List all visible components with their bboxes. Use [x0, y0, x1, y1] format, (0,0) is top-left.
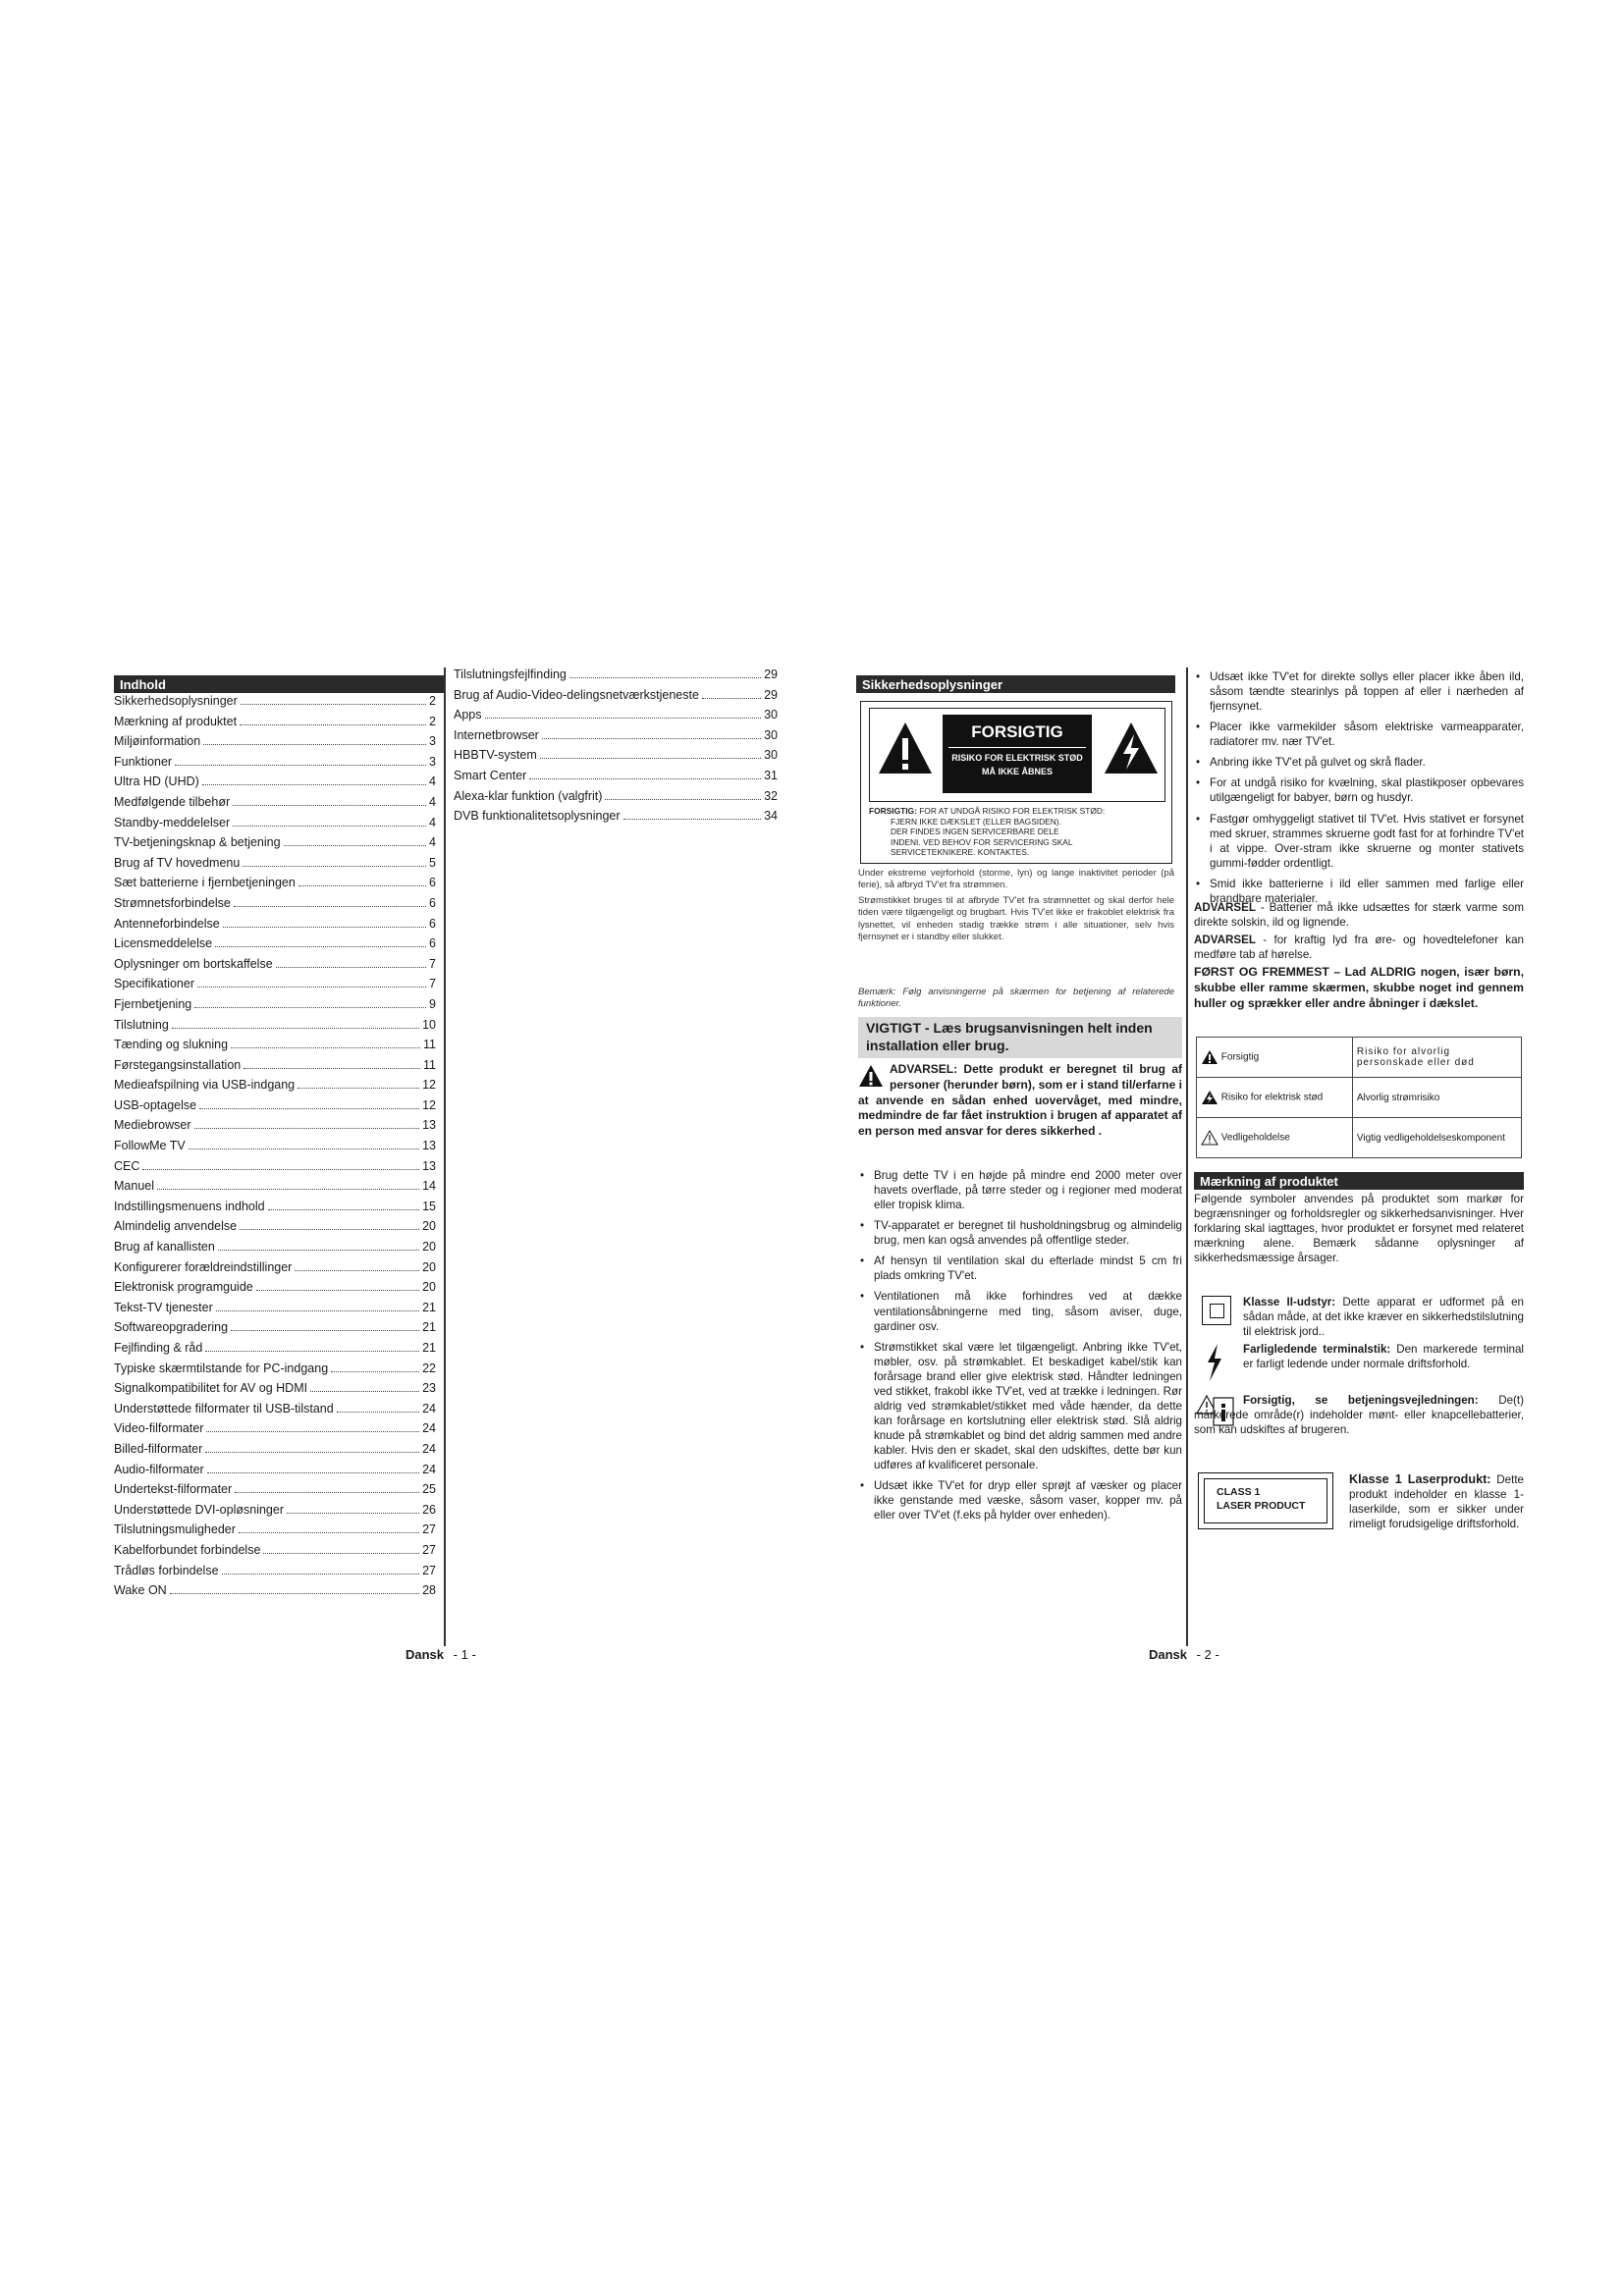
toc-leader-dots	[268, 1209, 420, 1210]
toc-title: Indhold	[114, 675, 444, 693]
page-footer-2	[1149, 1647, 1219, 1662]
toc-entry[interactable]	[114, 1301, 436, 1321]
list-item: • Anbring ikke TV'et på gulvet og skrå flader.	[1194, 755, 1524, 770]
toc-divider	[444, 667, 446, 1646]
toc-entry-page: 21	[422, 1320, 436, 1335]
toc-entry-page: 23	[422, 1381, 436, 1396]
caution-sub-2: MÅ IKKE ÅBNES	[981, 767, 1053, 776]
battery-warning-label: ADVARSEL	[1194, 901, 1256, 914]
toc-leader-dots	[310, 1391, 419, 1392]
symbol-desc-caution: Risiko for alvorlig personskade eller død	[1352, 1038, 1521, 1078]
caution-note-line: FJERN IKKE DÆKSLET (ELLER BAGSIDEN).	[891, 816, 1061, 827]
toc-entry-page: 27	[422, 1542, 436, 1557]
footer-page-number: - 2 -	[1196, 1647, 1219, 1662]
toc-entry[interactable]	[454, 809, 778, 829]
toc-entry-title: Specifikationer	[114, 977, 194, 991]
toc-entry-title: Mediebrowser	[114, 1118, 191, 1133]
sound-warning	[1194, 933, 1524, 962]
toc-entry[interactable]	[114, 896, 436, 917]
toc-leader-dots	[170, 1593, 419, 1594]
toc-entry[interactable]	[454, 667, 778, 688]
toc-leader-dots	[197, 987, 426, 988]
toc-leader-dots	[337, 1412, 419, 1413]
toc-entry-page: 26	[422, 1502, 436, 1517]
list-item: • Placer ikke varmekilder såsom elektriske varmeapparater, radiatorer mv. nær TV'et.	[1194, 720, 1524, 749]
toc-entry-title: Indstillingsmenuens indhold	[114, 1199, 265, 1213]
toc-leader-dots	[623, 819, 762, 820]
symbol-desc-shock: Alvorlig strømrisiko	[1352, 1078, 1521, 1118]
toc-entry-title: Sikkerhedsoplysninger	[114, 694, 238, 708]
marking-title: Mærkning af produktet	[1194, 1172, 1524, 1190]
caution-note-label: FORSIGTIG:	[869, 806, 917, 816]
first-warning: FØRST OG FREMMEST – Lad ALDRIG nogen, især børn, skubbe eller ramme skærmen, skubbe noget ind gennem huller og sprækker eller andre åbninger i dækslet.	[1194, 965, 1524, 1010]
battery-warning	[1194, 900, 1524, 930]
toc-entry[interactable]	[114, 1098, 436, 1119]
toc-entry-title: CEC	[114, 1158, 140, 1173]
toc-entry-page: 34	[764, 809, 778, 824]
toc-leader-dots	[529, 778, 761, 779]
toc-entry-title: Medieafspilning via USB-indgang	[114, 1078, 296, 1093]
warning-text: ADVARSEL: Dette produkt er beregnet til brug af personer (herunder børn), som er i stand til/erfarne i at anvende en sådan enhed uovervåget, med mindre, medmindre de far fået instruktion i brugen af apparatet af en person med ansvar for deres sikkerhed .	[858, 1062, 1182, 1139]
caution-heading: FORSIGTIG	[971, 722, 1063, 741]
toc-entry-title: Undertekst-filformater	[114, 1482, 233, 1497]
toc-entry[interactable]	[114, 774, 436, 795]
safety-bullets-left	[858, 1168, 1182, 1528]
toc-entry[interactable]	[114, 997, 436, 1018]
toc-entry-page: 4	[429, 794, 436, 809]
toc-leader-dots	[298, 1088, 419, 1089]
list-item: • For at undgå risiko for kvælning, skal plastikposer opbevares utilgængeligt for babyer, børn og husdyr.	[1194, 775, 1524, 805]
toc-entry[interactable]	[114, 1038, 436, 1058]
toc-entry-page: 2	[429, 694, 436, 708]
toc-leader-dots	[218, 1250, 419, 1251]
toc-leader-dots	[199, 1108, 419, 1109]
toc-leader-dots	[240, 1229, 419, 1230]
toc-entry-title: Strømnetsforbindelse	[114, 895, 231, 910]
toc-entry[interactable]	[114, 755, 436, 775]
warning-icon	[858, 1064, 884, 1088]
footer-language: Dansk	[1149, 1647, 1188, 1662]
toc-leader-dots	[194, 1128, 420, 1129]
toc-entry-title: Manuel	[114, 1179, 154, 1194]
class2-label: Klasse II-udstyr:	[1243, 1296, 1336, 1308]
toc-entry[interactable]	[114, 835, 436, 856]
toc-entry-title: Typiske skærmtilstande for PC-indgang	[114, 1361, 329, 1375]
toc-entry-page: 24	[422, 1441, 436, 1456]
manual-caution-desc: De(t) markerede område(r) indeholder mønt- eller knapcellebatterier, som kan udskiftes af brugeren.	[1194, 1394, 1524, 1437]
toc-entry-page: 6	[429, 936, 436, 951]
toc-entry-title: Funktioner	[114, 754, 173, 769]
laser-box-line-2: LASER PRODUCT	[1217, 1500, 1306, 1513]
toc-leader-dots	[702, 698, 761, 699]
safety-bullets-right	[1194, 669, 1524, 912]
toc-entry-title: Almindelig anvendelse	[114, 1219, 238, 1234]
toc-leader-dots	[206, 1431, 419, 1432]
toc-entry[interactable]	[114, 795, 436, 816]
toc-leader-dots	[216, 1310, 419, 1311]
toc-leader-dots	[172, 1028, 419, 1029]
plug-paragraph: Strømstikket bruges til at afbryde TV'et fra strømnettet og skal derfor hele tiden være tilgængeligt og brugbart. Hvis TV'et ikke er frakoblet elektrisk fra lysnettet, vil enheden stadig trække strøm i alle situationer, selv hvis fjernsynet er i standby eller slukket.	[858, 895, 1174, 943]
toc-entry[interactable]	[114, 1139, 436, 1159]
toc-leader-dots	[203, 744, 426, 745]
toc-entry-page: 20	[422, 1280, 436, 1295]
toc-entry-page: 6	[429, 876, 436, 890]
toc-entry-title: Antenneforbindelse	[114, 916, 220, 931]
toc-entry-title: Kabelforbundet forbindelse	[114, 1542, 261, 1557]
toc-entry[interactable]	[114, 876, 436, 896]
toc-leader-dots	[243, 866, 426, 867]
list-item: • Udsæt ikke TV'et for dryp eller sprøjt af væsker og placer ikke genstande med væske, såsom vaser, kopper mv. på eller over TV'et (f.eks på hylder over enheden).	[858, 1478, 1182, 1522]
marking-intro: Følgende symboler anvendes på produktet som markør for begrænsninger og forholdsregler og sikkerhedsanvisninger. Hver forklaring skal iagttages, hvor produktet er forsynet med relateret mærkning alene. Bemærk sådanne oplysninger af sikkerhedsmæssige årsager.	[1194, 1193, 1524, 1265]
toc-entry-page: 13	[422, 1118, 436, 1133]
live-terminal-desc: Den markerede terminal er farligt ledende under normale driftsforhold.	[1243, 1343, 1524, 1371]
toc-entry[interactable]	[114, 1320, 436, 1341]
manual-caution-text	[1194, 1393, 1524, 1437]
toc-entry[interactable]	[114, 856, 436, 877]
toc-entry-title: Sæt batterierne i fjernbetjeningen	[114, 876, 296, 890]
toc-entry-page: 30	[764, 748, 778, 763]
toc-entry[interactable]	[454, 789, 778, 810]
toc-entry-title: Trådløs forbindelse	[114, 1563, 219, 1577]
toc-leader-dots	[298, 885, 426, 886]
toc-entry-title: Audio-filformater	[114, 1462, 204, 1476]
toc-entry-page: 11	[423, 1038, 436, 1052]
toc-entry[interactable]	[114, 1482, 436, 1503]
toc-entry-page: 13	[422, 1139, 436, 1153]
toc-entry-page: 21	[422, 1300, 436, 1314]
toc-entry[interactable]	[114, 1159, 436, 1180]
toc-entry[interactable]	[114, 1018, 436, 1039]
toc-leader-dots	[142, 1169, 419, 1170]
toc-leader-dots	[276, 967, 426, 968]
toc-entry-page: 20	[422, 1259, 436, 1274]
list-item: • TV-apparatet er beregnet til husholdningsbrug og almindelig brug, men kan også anvendes på offentlige steder.	[858, 1218, 1182, 1248]
toc-entry-title: Medfølgende tilbehør	[114, 794, 231, 809]
toc-entry[interactable]	[114, 1402, 436, 1422]
footer-language: Dansk	[406, 1647, 445, 1662]
toc-entry[interactable]	[114, 1058, 436, 1079]
symbol-label-caution: Forsigtig	[1220, 1051, 1260, 1063]
toc-entry-title: Internetbrowser	[454, 727, 539, 742]
toc-leader-dots	[233, 826, 426, 827]
toc-entry-page: 2	[429, 714, 436, 728]
warning-block	[858, 1062, 1182, 1140]
symbol-table	[1196, 1037, 1522, 1158]
toc-entry-page: 28	[422, 1583, 436, 1598]
toc-entry-title: Standby-meddelelser	[114, 815, 231, 829]
toc-entry-page: 27	[422, 1563, 436, 1577]
shock-triangle-icon	[1201, 1090, 1218, 1105]
toc-entry[interactable]	[114, 1219, 436, 1240]
toc-entry-page: 24	[422, 1421, 436, 1436]
toc-entry[interactable]	[114, 694, 436, 715]
toc-entry-title: HBBTV-system	[454, 748, 537, 763]
toc-entry[interactable]	[114, 1564, 436, 1584]
toc-leader-dots	[331, 1371, 419, 1372]
toc-entry[interactable]	[114, 1240, 436, 1260]
table-row	[1197, 1118, 1522, 1158]
toc-entry-title: Mærkning af produktet	[114, 714, 238, 728]
toc-entry[interactable]	[114, 1260, 436, 1281]
toc-entry-title: Understøttede DVI-opløsninger	[114, 1502, 284, 1517]
manual-caution-label: Forsigtig, se betjeningsvejledningen:	[1243, 1394, 1479, 1407]
toc-entry[interactable]	[114, 1381, 436, 1402]
caution-note-line: DER FINDES INGEN SERVICERBARE DELE	[891, 827, 1059, 836]
toc-entry-page: 20	[422, 1219, 436, 1234]
toc-entry-page: 30	[764, 727, 778, 742]
caution-triangle-icon	[1201, 1049, 1218, 1065]
toc-entry-page: 4	[429, 835, 436, 850]
toc-entry-page: 32	[764, 788, 778, 803]
toc-entry-title: Fjernbetjening	[114, 996, 192, 1011]
page-footer-1	[406, 1647, 476, 1662]
toc-leader-dots	[244, 1068, 420, 1069]
class2-desc: Dette apparat er udformet på en sådan måde, at det ikke kræver en sikkerhedstilslutning til elektrisk jord..	[1243, 1296, 1525, 1339]
toc-entry-title: FollowMe TV	[114, 1139, 186, 1153]
toc-entry-title: Tilslutningsmuligheder	[114, 1522, 236, 1537]
toc-entry-title: Billed-filformater	[114, 1441, 203, 1456]
toc-leader-dots	[235, 1492, 419, 1493]
table-row	[1197, 1078, 1522, 1118]
toc-leader-dots	[605, 799, 761, 800]
toc-entry-page: 22	[422, 1361, 436, 1375]
toc-entry-title: Brug af Audio-Video-delingsnetværkstjeneste	[454, 687, 699, 702]
toc-leader-dots	[287, 1513, 419, 1514]
laser-label-box	[1198, 1472, 1333, 1529]
toc-entry-page: 11	[423, 1057, 436, 1072]
toc-entry[interactable]	[114, 1543, 436, 1564]
toc-entry-title: USB-optagelse	[114, 1097, 197, 1112]
footer-page-number: - 1 -	[453, 1647, 476, 1662]
toc-entry-page: 9	[429, 996, 436, 1011]
toc-entry-title: Smart Center	[454, 768, 527, 782]
column-divider	[1186, 667, 1188, 1646]
toc-entry-page: 12	[422, 1097, 436, 1112]
sound-warning-text: - for kraftig lyd fra øre- og hovedtelefoner kan medføre tab af hørelse.	[1194, 934, 1524, 962]
toc-leader-dots	[263, 1553, 419, 1554]
caution-box	[860, 701, 1172, 864]
live-terminal-label: Farligledende terminalstik:	[1243, 1343, 1391, 1356]
sound-warning-label: ADVARSEL	[1194, 934, 1256, 946]
important-banner	[858, 1017, 1182, 1058]
toc-entry[interactable]	[114, 1583, 436, 1604]
toc-entry-title: Tilslutningsfejlfinding	[454, 667, 567, 681]
toc-leader-dots	[189, 1148, 419, 1149]
warning-triangle-icon	[876, 719, 935, 777]
toc-entry-title: Ultra HD (UHD)	[114, 774, 199, 789]
toc-entry-page: 30	[764, 708, 778, 722]
toc-entry-page: 31	[764, 768, 778, 782]
toc-leader-dots	[241, 704, 426, 705]
toc-entry-page: 15	[422, 1199, 436, 1213]
toc-entry-page: 20	[422, 1240, 436, 1255]
toc-entry[interactable]	[114, 1522, 436, 1543]
toc-entry-title: DVB funktionalitetsoplysninger	[454, 809, 621, 824]
list-item: • Fastgør omhyggeligt stativet til TV'et. Hvis stativet er forsynet med skruer, strammes skruerne godt fast for at forhindre TV'et i at vippe. Over-stram ikke skruerne og monter stativets gummi-fødder ordentligt.	[1194, 812, 1524, 871]
toc-leader-dots	[485, 718, 762, 719]
toc-entry-page: 6	[429, 895, 436, 910]
toc-entry-title: Softwareopgradering	[114, 1320, 229, 1335]
toc-entry-title: Førstegangsinstallation	[114, 1057, 242, 1072]
toc-entry-page: 29	[764, 667, 778, 681]
toc-entry[interactable]	[114, 1078, 436, 1098]
toc-entry-title: Apps	[454, 708, 482, 722]
toc-entry-title: Alexa-klar funktion (valgfrit)	[454, 788, 603, 803]
caution-note-text: FOR AT UNDGÅ RISIKO FOR ELEKTRISK STØD:	[919, 806, 1106, 816]
laser-box-line-1: CLASS 1	[1217, 1486, 1261, 1498]
laser-desc: Dette produkt indeholder en klasse 1-laserkilde, som er sikker under rimeligt forudsigelige driftsforhold.	[1349, 1473, 1524, 1531]
toc-entry-title: Fejlfinding & råd	[114, 1341, 203, 1355]
toc-entry-title: Understøttede filformater til USB-tilstand	[114, 1401, 334, 1415]
important-text: VIGTIGT - Læs brugsanvisningen helt inden installation eller brug.	[866, 1020, 1153, 1053]
toc-entry-title: Wake ON	[114, 1583, 167, 1598]
live-terminal-text	[1243, 1342, 1524, 1371]
toc-entry[interactable]	[454, 769, 778, 789]
note-paragraph: Bemærk: Følg anvisningerne på skærmen for betjening af relaterede funktioner.	[858, 987, 1174, 1010]
list-item: • Af hensyn til ventilation skal du efterlade mindst 5 cm fri plads omkring TV'et.	[858, 1254, 1182, 1283]
toc-entry[interactable]	[114, 1442, 436, 1463]
table-row	[1197, 1038, 1522, 1078]
toc-entry[interactable]	[114, 917, 436, 937]
list-item: • Brug dette TV i en højde på mindre end 2000 meter over havets overflade, på tørre steder og i regioner med moderat eller tropisk klima.	[858, 1168, 1182, 1212]
toc-entry[interactable]	[454, 708, 778, 728]
toc-entry-page: 5	[429, 855, 436, 870]
symbol-desc-maintenance: Vigtig vedligeholdelseskomponent	[1352, 1118, 1521, 1158]
list-item: • Ventilationen må ikke forhindres ved at dække ventilationsåbningerne med ting, såsom aviser, duge, gardiner osv.	[858, 1289, 1182, 1333]
toc-entry[interactable]	[114, 957, 436, 978]
maintenance-triangle-icon	[1201, 1130, 1218, 1146]
symbol-label-maintenance: Vedligeholdelse	[1220, 1132, 1290, 1144]
laser-text	[1349, 1471, 1524, 1532]
toc-entry-page: 27	[422, 1522, 436, 1537]
toc-entry[interactable]	[114, 816, 436, 836]
safety-title: Sikkerhedsoplysninger	[856, 675, 1175, 693]
toc-entry[interactable]	[114, 1179, 436, 1200]
toc-entry-title: Tilslutning	[114, 1017, 169, 1032]
toc-entry[interactable]	[114, 1362, 436, 1382]
toc-entry[interactable]	[114, 1341, 436, 1362]
symbol-label-shock: Risiko for elektrisk stød	[1220, 1092, 1324, 1103]
toc-entry[interactable]	[114, 977, 436, 997]
toc-leader-dots	[234, 906, 426, 907]
toc-entry-title: Brug af kanallisten	[114, 1240, 215, 1255]
toc-entry-title: TV-betjeningsknap & betjening	[114, 835, 281, 850]
class2-text	[1243, 1295, 1524, 1339]
toc-leader-dots	[231, 1330, 419, 1331]
toc-leader-dots	[202, 784, 426, 785]
toc-entry-title: Licensmeddelelse	[114, 936, 213, 951]
list-item: • Udsæt ikke TV'et for direkte sollys eller placer ikke åben ild, såsom tændte stearinlys på toppen af eller i nærheden af fjernsynet.	[1194, 669, 1524, 714]
toc-entry-title: Konfigurerer forældreindstillinger	[114, 1259, 293, 1274]
list-item: • Strømstikket skal være let tilgængeligt. Anbring ikke TV'et, møbler, osv. på strømkablet. Et beskadiget kabel/stik kan forårsage brand eller give elektrisk stød. Håndter ledningen ved stikket, frakobl ikke TV'et, ved at trække i ledningen. Rør aldrig ved strømkablet/stikket med våde hænder, da dette kan forårsage en kortslutning eller elektrisk stød. Slå aldrig knude på strømkablet og bind det aldrig sammen med andre kabler. Hvis den er skadet, skal den udskiftes, dette bør kun udføres af kvalificeret personale.	[858, 1340, 1182, 1473]
toc-entry[interactable]	[114, 1463, 436, 1483]
toc-entry-title: Tænding og slukning	[114, 1038, 229, 1052]
toc-entry-title: Miljøinformation	[114, 734, 201, 749]
toc-leader-dots	[157, 1189, 419, 1190]
toc-entry-page: 6	[429, 916, 436, 931]
toc-leader-dots	[194, 1007, 426, 1008]
toc-leader-dots	[175, 765, 426, 766]
toc-right-column	[454, 667, 778, 829]
toc-leader-dots	[284, 845, 426, 846]
toc-entry-page: 14	[422, 1179, 436, 1194]
toc-entry-page: 29	[764, 687, 778, 702]
toc-leader-dots	[569, 677, 761, 678]
toc-entry-title: Elektronisk programguide	[114, 1280, 253, 1295]
lightning-bolt-icon	[1204, 1343, 1225, 1382]
toc-leader-dots	[256, 1290, 419, 1291]
toc-entry-page: 4	[429, 815, 436, 829]
caution-note-line: INDENI. VED BEHOV FOR SERVICERING SKAL	[891, 836, 1073, 847]
toc-entry-page: 3	[429, 734, 436, 749]
weather-paragraph: Under ekstreme vejrforhold (storme, lyn) og lange inaktivitet perioder (på ferie), så afbryd TV'et fra strømmen.	[858, 868, 1174, 891]
lightning-triangle-icon	[1102, 719, 1161, 777]
toc-entry-title: Oplysninger om bortskaffelse	[114, 956, 273, 971]
toc-entry-title: Signalkompatibilitet for AV og HDMI	[114, 1381, 308, 1396]
toc-leader-dots	[205, 1351, 419, 1352]
toc-leader-dots	[295, 1270, 419, 1271]
toc-leader-dots	[207, 1472, 419, 1473]
toc-entry-page: 7	[429, 977, 436, 991]
toc-leader-dots	[215, 946, 426, 947]
toc-leader-dots	[222, 1574, 420, 1575]
toc-leader-dots	[540, 758, 761, 759]
toc-entry[interactable]	[454, 728, 778, 749]
toc-entry[interactable]	[114, 936, 436, 957]
toc-left-column	[114, 694, 436, 1604]
caution-note-line: SERVICETEKNIKERE. KONTAKTES.	[891, 847, 1030, 857]
toc-leader-dots	[205, 1452, 419, 1453]
toc-entry-title: Tekst-TV tjenester	[114, 1300, 213, 1314]
toc-entry-page: 21	[422, 1341, 436, 1355]
class2-icon	[1202, 1296, 1231, 1325]
toc-entry[interactable]	[454, 748, 778, 769]
toc-entry[interactable]	[114, 1503, 436, 1523]
battery-warning-text: - Batterier må ikke udsættes for stærk varme som direkte solskin, ild og lignende.	[1194, 901, 1524, 930]
laser-label: Klasse 1 Laserprodukt:	[1349, 1472, 1491, 1486]
toc-leader-dots	[233, 805, 426, 806]
list-item: • Smid ikke batterierne i ild eller sammen med farlige eller brandbare materialer.	[1194, 877, 1524, 906]
toc-entry[interactable]	[114, 1200, 436, 1220]
toc-leader-dots	[239, 1532, 419, 1533]
toc-entry[interactable]	[114, 1280, 436, 1301]
toc-entry-title: Brug af TV hovedmenu	[114, 855, 241, 870]
toc-entry-page: 4	[429, 774, 436, 789]
toc-entry-page: 24	[422, 1401, 436, 1415]
toc-entry-page: 13	[422, 1158, 436, 1173]
toc-entry-page: 24	[422, 1462, 436, 1476]
toc-entry[interactable]	[114, 1421, 436, 1442]
toc-leader-dots	[542, 738, 761, 739]
toc-entry[interactable]	[114, 734, 436, 755]
toc-entry-page: 3	[429, 754, 436, 769]
toc-entry[interactable]	[114, 1118, 436, 1139]
toc-entry[interactable]	[454, 688, 778, 709]
toc-entry-page: 12	[422, 1078, 436, 1093]
caution-sub-1: RISIKO FOR ELEKTRISK STØD	[951, 753, 1083, 763]
toc-entry-title: Video-filformater	[114, 1421, 204, 1436]
toc-leader-dots	[240, 724, 426, 725]
toc-entry[interactable]	[114, 715, 436, 735]
toc-leader-dots	[223, 927, 426, 928]
toc-entry-page: 10	[422, 1017, 436, 1032]
toc-entry-page: 25	[422, 1482, 436, 1497]
toc-entry-page: 7	[429, 956, 436, 971]
toc-leader-dots	[231, 1047, 420, 1048]
